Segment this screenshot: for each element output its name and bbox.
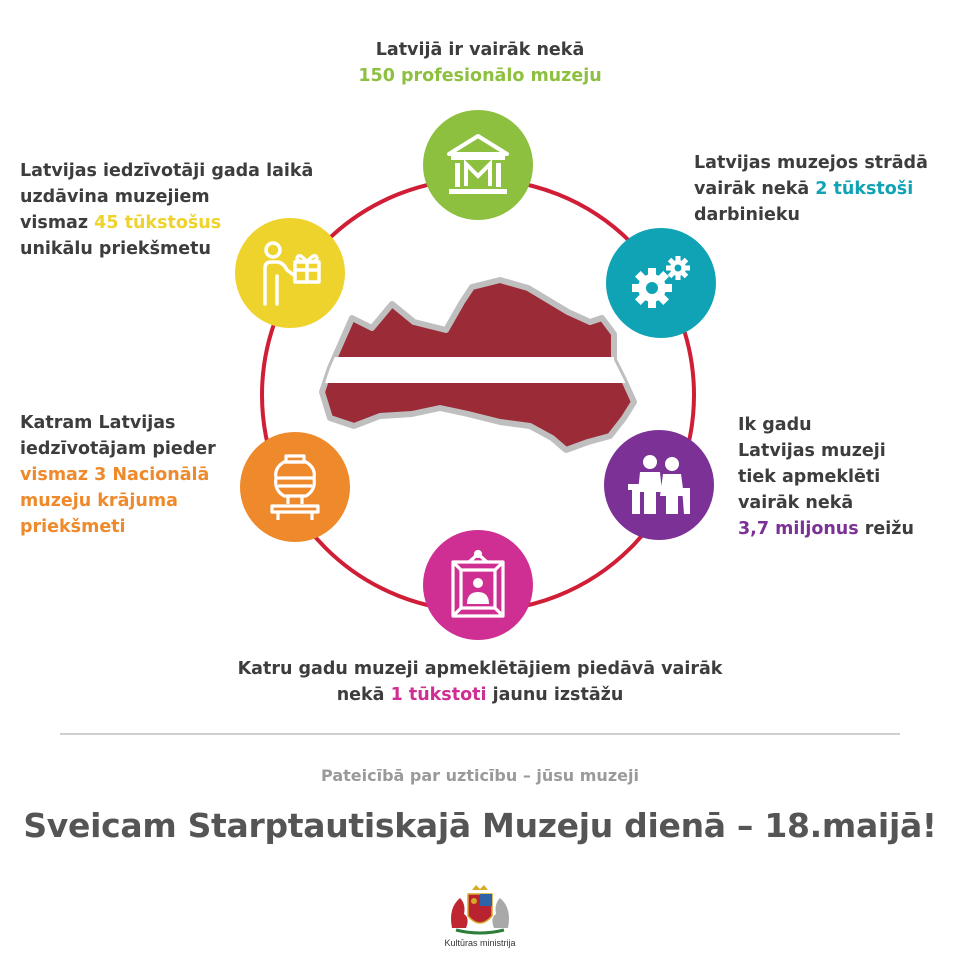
fact-text: tiek apmeklēti xyxy=(738,467,881,487)
fact-text: jaunu izstāžu xyxy=(486,685,624,705)
fact-text: Ik gadu xyxy=(738,415,812,435)
vase-artifact-icon xyxy=(240,432,350,542)
latvia-map xyxy=(300,280,660,450)
flag-white-stripe xyxy=(300,357,660,383)
fact-visits xyxy=(738,412,948,542)
fact-highlight: priekšmeti xyxy=(20,517,126,537)
fact-text: vairāk nekā xyxy=(738,493,854,513)
fact-highlight: 3,7 miljonus xyxy=(738,519,859,539)
ministry-name: Kultūras ministrija xyxy=(444,938,516,948)
fact-text: Katram Latvijas xyxy=(20,413,176,433)
fact-exhibitions xyxy=(180,656,780,708)
fact-text: reižu xyxy=(858,519,914,539)
fact-text: Katru gadu muzeji apmeklētājiem piedāvā vairāk xyxy=(237,659,723,679)
fact-text: Latvijas muzeji xyxy=(738,441,886,461)
fact-text: uzdāvina muzejiem xyxy=(20,187,210,207)
headline: Sveicam Starptautiskajā Muzeju dienā – 18.maijā! xyxy=(23,806,937,845)
fact-text: vairāk nekā xyxy=(694,179,816,199)
fact-collection-items xyxy=(20,410,250,540)
fact-highlight: 150 profesionālo muzeju xyxy=(358,66,602,86)
fact-employees xyxy=(694,150,954,228)
gears-icon xyxy=(606,228,716,338)
fact-donations xyxy=(20,158,340,262)
visitors-icon xyxy=(604,430,714,540)
fact-text: Latvijas iedzīvotāji gada laikā xyxy=(20,161,314,181)
fact-text: iedzīvotājam pieder xyxy=(20,439,216,459)
fact-museums-count xyxy=(280,37,680,89)
fact-text: nekā xyxy=(336,685,391,705)
fact-highlight: 2 tūkstoši xyxy=(815,179,914,199)
fact-text: Latvijas muzejos strādā xyxy=(694,153,928,173)
fact-highlight: vismaz 3 Nacionālā xyxy=(20,465,210,485)
fact-text: unikālu priekšmetu xyxy=(20,239,211,259)
fact-text: vismaz xyxy=(20,213,95,233)
divider xyxy=(60,733,900,735)
tagline: Pateicībā par uzticību – jūsu muzeji xyxy=(321,766,639,785)
fact-highlight: 45 tūkstošus xyxy=(94,213,222,233)
fact-highlight: muzeju krājuma xyxy=(20,491,178,511)
fact-text: darbinieku xyxy=(694,205,800,225)
museum-building-icon xyxy=(423,110,533,220)
picture-frame-icon xyxy=(423,530,533,640)
fact-highlight: 1 tūkstoti xyxy=(390,685,487,705)
coat-of-arms-logo xyxy=(446,884,514,936)
fact-text: Latvijā ir vairāk nekā xyxy=(375,40,585,60)
